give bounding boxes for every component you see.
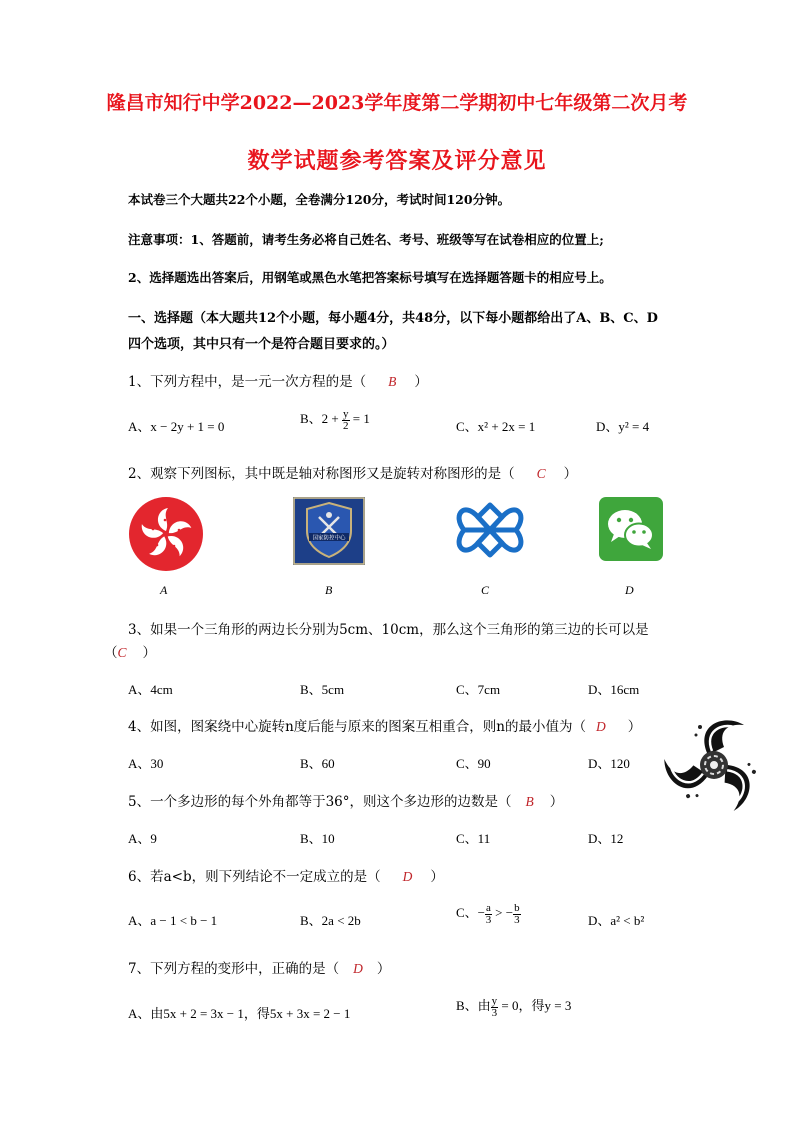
q3-option-c: C、7cm — [456, 682, 501, 697]
wechat-icon — [599, 497, 663, 561]
q1-option-c: C、x² + 2x = 1 — [456, 419, 536, 434]
answer-key-title: 数学试题参考答案及评分意见 — [247, 148, 547, 174]
instruction-2: 2、选择题选出答案后，用钢笔或黑色水笔把答案标号填写在选择题答题卡的相应号上。 — [128, 270, 612, 285]
hk-bauhinia-icon — [129, 497, 203, 571]
answer-2: C — [536, 466, 546, 481]
q6-option-d: D、a² < b² — [588, 913, 645, 928]
q4-option-c: C、90 — [456, 756, 491, 771]
q6-option-b: B、2a < 2b — [300, 913, 361, 928]
question-1: 1、下列方程中，是一元一次方程的是（ B ） — [128, 374, 428, 390]
section-heading-cont: 四个选项，其中只有一个是符合题目要求的。） — [128, 337, 395, 352]
badge-text: 国家防控中心 — [312, 535, 346, 542]
question-3: 3、如果一个三角形的两边长分别为5cm、10cm，那么这个三角形的第三边的长可以是 — [128, 622, 649, 638]
q3-option-a: A、4cm — [128, 682, 173, 697]
question-4: 4、如图，图案绕中心旋转n度后能与原来的图案互相重合，则n的最小值为（ D ） — [128, 719, 642, 735]
instruction-1: 注意事项：1、答题前，请考生务必将自己姓名、考号、班级等写在试卷相应的位置上; — [128, 232, 604, 247]
question-7: 7、下列方程的变形中，正确的是（ D ） — [128, 961, 391, 977]
rotation-pattern-figure — [664, 713, 764, 817]
icon-label-d: D — [625, 583, 634, 597]
q5-option-d: D、12 — [588, 831, 624, 846]
question-2: 2、观察下列图标，其中既是轴对称图形又是旋转对称图形的是（ C ） — [128, 466, 578, 482]
q1-option-b: B、2 + $\frac{y}{2}$ = 1 — [300, 407, 370, 432]
answer-6: D — [402, 869, 413, 884]
q7-option-a: A、由5x + 2 = 3x − 1，得5x + 3x = 2 − 1 — [128, 1006, 351, 1021]
icon-label-a: A — [160, 583, 168, 597]
exam-title: 隆昌市知行中学2022—2023学年度第二学期初中七年级第二次月考 — [106, 92, 688, 114]
answer-5: B — [525, 794, 534, 809]
question-5: 5、一个多边形的每个外角都等于36°，则这个多边形的边数是（ B ） — [128, 794, 564, 810]
question-6: 6、若a<b，则下列结论不一定成立的是（ D ） — [128, 869, 444, 885]
q7-option-b: B、由 $\frac{y}{3}$ = 0，得y = 3 — [456, 994, 572, 1019]
section-heading: 一、选择题（本大题共12个小题，每小题4分，共48分，以下每小题都给出了A、B、C、D — [128, 311, 658, 326]
q6-option-c: C、− $\frac{a}{3}$ > − $\frac{b}{3}$ — [456, 901, 520, 926]
q5-option-a: A、9 — [128, 831, 157, 846]
q5-option-c: C、11 — [456, 831, 491, 846]
exam-info: 本试卷三个大题共22个小题，全卷满分120分，考试时间120分钟。 — [128, 192, 511, 207]
answer-3: C — [117, 645, 127, 660]
answer-7: D — [353, 961, 363, 976]
q3-option-b: B、5cm — [300, 682, 345, 697]
q3-option-d: D、16cm — [588, 682, 640, 697]
q4-option-b: B、60 — [300, 756, 335, 771]
shield-badge-icon — [293, 497, 365, 565]
q1-option-a: A、x − 2y + 1 = 0 — [128, 419, 225, 434]
q6-option-a: A、a − 1 < b − 1 — [128, 913, 218, 928]
question-3-cont: （C ） — [104, 645, 157, 661]
answer-4: D — [595, 719, 606, 734]
q4-option-d: D、120 — [588, 756, 630, 771]
icon-label-b: B — [325, 583, 333, 597]
unicom-knot-icon — [450, 497, 530, 563]
answer-1: B — [388, 374, 397, 389]
q5-option-b: B、10 — [300, 831, 335, 846]
icon-label-c: C — [481, 583, 490, 597]
q4-option-a: A、30 — [128, 756, 164, 771]
q1-option-d: D、y² = 4 — [596, 419, 650, 434]
